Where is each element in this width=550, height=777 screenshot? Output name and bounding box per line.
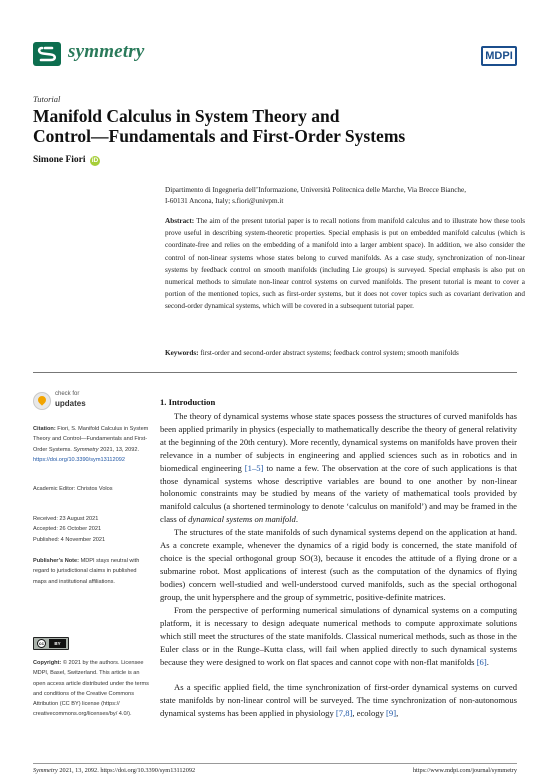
affiliation-line-1: Dipartimento di Ingegneria dell’Informazione, Università Politecnica delle Marche, Via Brecce Bianche,: [165, 186, 466, 194]
paragraph-2: [160, 526, 517, 603]
paragraph-3: [160, 604, 517, 669]
p1-emphasis: dynamical systems on manifold: [188, 514, 296, 525]
citation-label: Citation:: [33, 426, 56, 432]
abstract: [165, 215, 525, 313]
footer-journal: Symmetry: [33, 767, 58, 774]
citation-volume: 2021, 13, 2092.: [100, 446, 140, 453]
check-updates-icon: [33, 392, 51, 410]
cc-icon: cc: [38, 641, 44, 646]
abstract-label: Abstract:: [165, 217, 195, 225]
p3-text-a: From the perspective of performing numerical simulations of dynamical systems on a computing platform, it is necessary to design adequate numerical methods to compute approximate solutions which still meet the structures of the state manifolds. Classical numerical methods, such as those in the Euler class or in the Runge–Kutta class, will fail when applied directly to such dynamical systems because they were designed to work on flat spaces and cannot cope with non-flat manifolds: [160, 605, 517, 667]
title-line-1: Manifold Calculus in System Theory and: [33, 106, 340, 126]
affiliation: [165, 185, 525, 207]
publisher-note: [33, 556, 151, 587]
check-for-updates-button[interactable]: [33, 391, 93, 413]
citation-journal: Symmetry: [73, 446, 99, 453]
footer-divider: [33, 763, 517, 764]
check-updates-line-1: check for: [55, 391, 80, 397]
check-updates-line-2: updates: [55, 399, 86, 408]
academic-editor: Academic Editor: Christos Volos: [33, 486, 113, 492]
symmetry-s-logo-icon: [33, 42, 61, 66]
footer-doi[interactable]: 2021, 13, 2092. https://doi.org/10.3390/sym13112092: [59, 767, 196, 774]
publisher-note-label: Publisher’s Note:: [33, 558, 80, 564]
accepted-date: Accepted: 26 October 2021: [33, 526, 102, 533]
keywords-label: Keywords:: [165, 349, 199, 357]
p3-text-b: .: [486, 656, 489, 667]
p1-text-c: .: [295, 514, 298, 525]
copyright-label: Copyright:: [33, 660, 62, 666]
affiliation-line-2: I-60131 Ancona, Italy; s.fiori@univpm.it: [165, 197, 284, 205]
title-line-2: Control—Fundamentals and First-Order Systems: [33, 126, 406, 146]
journal-logo: [33, 42, 61, 66]
p4-ref-link-2[interactable]: [9]: [386, 707, 397, 718]
citation-doi-link[interactable]: https://doi.org/10.3390/sym13112092: [33, 456, 125, 463]
dates-block: [33, 514, 151, 545]
citation-text: Fiori, S. Manifold Calculus in System Theory and Control—Fundamentals and First-Order Systems.: [33, 426, 149, 453]
copyright-text: © 2021 by the authors. Licensee MDPI, Basel, Switzerland. This article is an open access article distributed under the terms and conditions of the Creative Commons Attribution (CC BY) license (https:// creativecommons.org/licenses/by/ 4.0/).: [33, 660, 149, 718]
p1-ref-link[interactable]: [1–5]: [244, 462, 264, 473]
publisher-logo[interactable]: MDPI: [481, 46, 517, 66]
p4-text-b: ,: [396, 707, 399, 718]
article-title: [33, 106, 503, 146]
p1-text-b: to name a few. The observation at the core of such applications is that those dynamical systems whose descriptive variables are bound to one another by non-linear holonomic constraints may be studied by means of the variety of mathematical tools provided by manifold calculus (a shortened terminology to denote ‘calculus on manifold’) and may be framed in the class of: [160, 462, 517, 525]
orcid-icon[interactable]: iD: [91, 157, 99, 164]
author-name: Simone Fiori: [33, 155, 86, 165]
footer-journal-url[interactable]: https://www.mdpi.com/journal/symmetry: [412, 767, 517, 774]
p4-ref-link-1[interactable]: [7,8]: [335, 707, 353, 718]
p1-text-a: The theory of dynamical systems whose state spaces possess the structures of curved manifolds has been applied primarily in physics (especially to mathematically describe the theory of general relativity at the beginning of the 20th century). More recently, dynamical systems on manifolds have proven their relevance in a number of subjects in engineering and applied sciences such as in robotics and in biomedical engineering: [160, 411, 517, 473]
paragraph-1: [160, 410, 517, 526]
citation-block: [33, 424, 151, 465]
keywords: [165, 348, 525, 359]
published-date: Published: 4 November 2021: [33, 536, 106, 543]
section-heading: 1. Introduction: [160, 397, 216, 407]
article-type: Tutorial: [33, 94, 61, 104]
p2-text: The structures of the state manifolds of such dynamical systems depend on the application at hand. As a concrete example, whenever the dynamics of a rigid body is concerned, the state manifold of choice is the special orthogonal group SO(3), because it encodes the attitude of a flying drone or a submarine robot. Most applications of interest (such as the computation of the dynamics of flying bodies) concern well-studied and well-understood curved manifolds, such as the special orthogonal group, the unit hypersphere and the group of symmetric, positive-definite matrices.: [160, 527, 517, 602]
copyright-block: [33, 658, 151, 720]
p3-ref-link[interactable]: [6]: [476, 656, 487, 667]
paragraph-4: [160, 681, 517, 720]
section-divider: [33, 372, 517, 373]
footer-citation: [33, 767, 195, 774]
by-icon: BY: [49, 639, 66, 648]
keywords-text: first-order and second-order abstract systems; feedback control system; smooth manifolds: [200, 349, 459, 357]
p4-text-a: As a specific applied field, the time synchronization of first-order dynamical systems on curved state manifolds by non-linear control will be surveyed. The time synchronization of non-autonomous dynamical systems has been applied in physiology: [160, 682, 517, 718]
p4-text-mid: , ecology: [352, 707, 387, 718]
received-date: Received: 23 August 2021: [33, 516, 99, 522]
publisher-note-text: MDPI stays neutral with regard to jurisdictional claims in published maps and institutional affiliations.: [33, 558, 140, 585]
cc-by-license-badge[interactable]: [33, 637, 69, 650]
abstract-text: The aim of the present tutorial paper is to recall notions from manifold calculus and to illustrate how these tools prove useful in describing system-theoretic properties. Special emphasis is put on embedded manifold calculus (which is coordinate-free and relies on the embedding of a manifold into a larger ambient space). In addition, we also consider the control of non-linear systems whose states belong to curved manifolds. As a case study, synchronization of non-linear systems by feedback control on smooth manifolds (including Lie groups) is surveyed. Special emphasis is also put on numerical methods to simulate non-linear control systems on curved manifolds. The present tutorial is meant to cover a portion of the mentioned topics, such as first-order systems, but it does not cover topics such as covariant derivation and second-order dynamical systems, which will be covered in a subsequent tutorial paper.: [165, 217, 526, 311]
journal-name[interactable]: symmetry: [68, 41, 145, 62]
